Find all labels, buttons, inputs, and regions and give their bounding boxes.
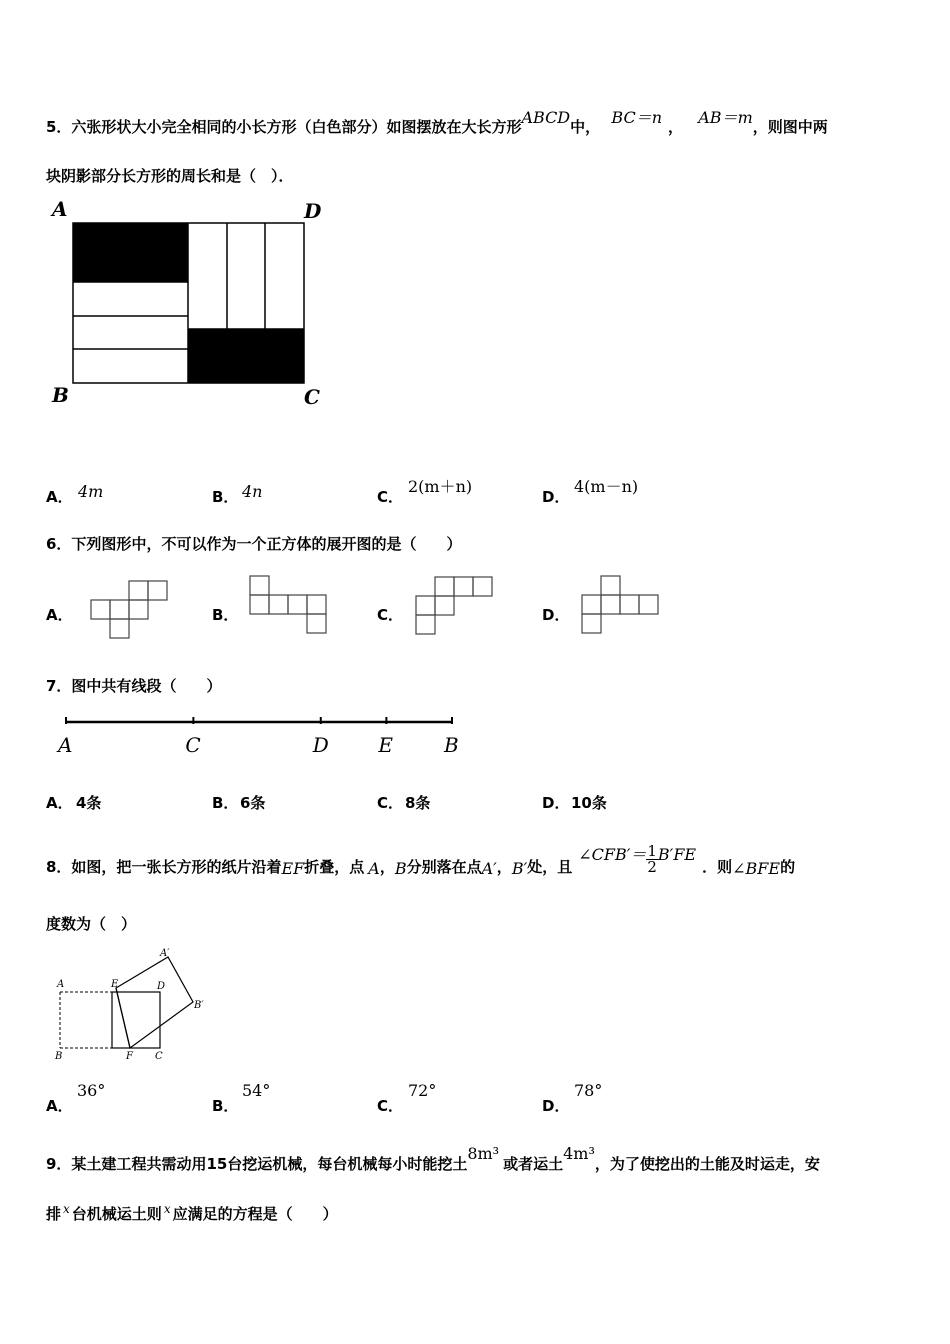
q6-option-c-letter[interactable]: C．	[377, 606, 404, 624]
q7-point-label-d: D	[312, 733, 329, 757]
q5-math-bc: BC＝n	[611, 108, 662, 127]
q8-line2: 度数为（ ）	[46, 915, 137, 933]
q7-option-b-letter[interactable]: B．	[212, 794, 239, 812]
q7-option-d-letter[interactable]: D．	[542, 794, 570, 812]
q7-point-label-e: E	[378, 733, 393, 757]
q7-option-b-value: 6条	[240, 794, 266, 812]
q7-point-label-b: B	[444, 733, 459, 757]
q8-option-b-letter[interactable]: B．	[212, 1097, 239, 1115]
q6-option-d-letter[interactable]: D．	[542, 606, 570, 624]
q9-line2: 排 $^x$ 台机械运土则 $^x$ 应满足的方程是（ ）	[46, 1202, 338, 1223]
svg-text:C: C	[155, 1051, 163, 1062]
q8-option-a-letter[interactable]: A．	[46, 1097, 73, 1115]
q8-option-c-letter[interactable]: C．	[377, 1097, 404, 1115]
q7-point-label-a: A	[58, 733, 73, 757]
q8-folded-flap	[116, 957, 193, 1048]
q5-math-abcd: ABCD	[521, 108, 571, 127]
svg-text:E: E	[111, 979, 119, 990]
q6-question: 6．下列图形中，不可以作为一个正方体的展开图的是（ ）	[46, 535, 462, 553]
q5-option-c-letter[interactable]: C．	[377, 488, 404, 506]
q5-option-a-value: 4m	[78, 482, 104, 501]
q5-figure	[46, 196, 336, 412]
svg-text:B: B	[55, 1051, 63, 1062]
q7-option-c-value: 8条	[405, 794, 431, 812]
q7-option-a-letter[interactable]: A．	[46, 794, 73, 812]
q5-option-d-value: 4(m－n)	[574, 477, 639, 496]
q7-option-c-letter[interactable]: C．	[377, 794, 404, 812]
q5-math-ab: AB＝m	[698, 108, 753, 127]
q7-question: 7．图中共有线段（ ）	[46, 677, 222, 695]
q5-option-b-letter[interactable]: B．	[212, 488, 239, 506]
q6-option-c-net	[414, 575, 498, 639]
q7-point-label-c: C	[185, 733, 201, 757]
q5-shade-top	[73, 223, 188, 282]
q5-label-a: A	[52, 197, 68, 221]
q6-option-d-net	[580, 574, 664, 638]
q8-option-c-value: 72°	[408, 1081, 437, 1100]
q5-label-b: B	[52, 383, 69, 407]
q8-option-a-value: 36°	[77, 1081, 106, 1100]
q8-line1: 8．如图，把一张长方形的纸片沿着EF折叠，点 A，B分别落在点A′，B′处，且∠CFB′＝ $\frac{1}{2}$ B′FE．则∠BFE的	[46, 842, 796, 878]
q8-fraction: $\frac{1}{2}$	[647, 842, 657, 876]
svg-text:F: F	[126, 1051, 133, 1062]
q6-option-a-net	[88, 580, 170, 642]
q5-line2: 块阴影部分长方形的周长和是（ ）．	[46, 167, 294, 185]
q5-option-d-letter[interactable]: D．	[542, 488, 570, 506]
svg-text:A: A	[57, 979, 65, 990]
q5-label-d: D	[304, 199, 322, 223]
svg-text:A′: A′	[160, 948, 170, 959]
q5-line1: 5．六张形状大小完全相同的小长方形（白色部分）如图摆放在大长方形ABCD中， BC＝n ， AB＝m，则图中两	[46, 108, 828, 136]
svg-text:D: D	[157, 981, 166, 992]
q7-option-d-value: 10条	[571, 794, 607, 812]
q6-option-b-letter[interactable]: B．	[212, 606, 239, 624]
q8-option-b-value: 54°	[242, 1081, 271, 1100]
q5-label-c: C	[304, 385, 320, 409]
q8-figure	[50, 942, 220, 1064]
q7-option-a-value: 4条	[76, 794, 102, 812]
q8-option-d-value: 78°	[574, 1081, 603, 1100]
q6-option-b-net	[248, 574, 332, 638]
q6-option-a-letter[interactable]: A．	[46, 606, 73, 624]
q5-option-c-value: 2(m＋n)	[408, 477, 473, 496]
q5-option-a-letter[interactable]: A．	[46, 488, 73, 506]
q5-option-b-value: 4n	[242, 482, 263, 501]
q7-figure	[50, 712, 470, 762]
q5-shade-bottom	[188, 329, 304, 383]
q9-line1: 9．某土建工程共需动用15台挖运机械，每台机械每小时能挖土8m³或者运土4m³，为了使挖出的土能及时运走，安	[46, 1144, 820, 1173]
svg-text:B′: B′	[194, 1000, 204, 1011]
q8-option-d-letter[interactable]: D．	[542, 1097, 570, 1115]
